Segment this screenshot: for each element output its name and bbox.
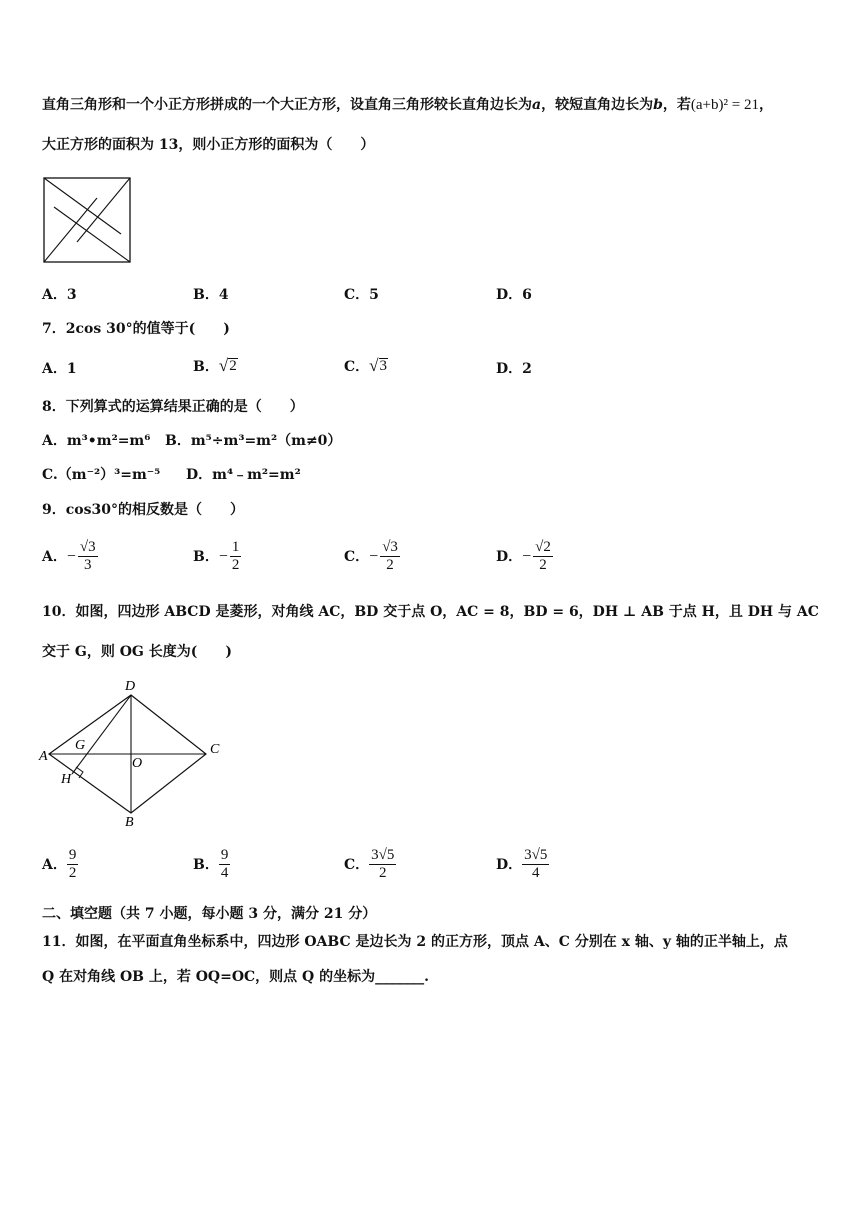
q9-option-a-label: A． (42, 548, 67, 565)
q10-option-c-den: 2 (379, 865, 387, 881)
q7-option-d (496, 360, 532, 378)
q6-line1-a: 直角三角形和一个小正方形拼成的一个大正方形，设直角三角形较长直角边长为 (42, 97, 532, 113)
q9-option-b-label: B． (193, 548, 219, 565)
q6-var-a: a (532, 97, 542, 113)
q10-option-a-fraction (67, 847, 79, 882)
q9-option-d-fraction (533, 539, 553, 574)
q10-option-d-num: 3√5 (524, 847, 548, 863)
q9-option-a-num: √3 (79, 539, 96, 555)
q7-option-d-label: D． (496, 361, 523, 377)
q11-stem-line2: Q 在对角线 OB 上，若 OQ=OC，则点 Q 的坐标为_______. (42, 969, 429, 985)
q10-option-b-label: B． (193, 856, 219, 873)
q9-option-d-den: 2 (539, 557, 547, 573)
q6-stem-line2: 大正方形的面积为 13，则小正方形的面积为（ ） (42, 137, 375, 153)
q9-option-c-num: √3 (382, 539, 398, 555)
q7-option-c-label: C． (344, 359, 370, 375)
q8-option-a: A．m³•m²=m⁶ (42, 433, 151, 449)
q6-line1-b: ，较短直角边长为 (541, 97, 654, 113)
q6-line-4 (44, 198, 97, 262)
q10-stem-line1: 10．如图，四边形 ABCD 是菱形，对角线 AC，BD 交于点 O，AC = 8，BD = 6，DH ⊥ AB 于点 H，且 DH 与 AC (42, 604, 819, 620)
q9-option-c-den: 2 (386, 557, 394, 573)
q9-option-d: D． − $\frac{√2}{2}$ (496, 539, 551, 573)
q7-option-b-sqrt: √ 2 (218, 356, 237, 375)
q7-option-c (344, 357, 388, 376)
q11-stem-line1: 11．如图，在平面直角坐标系中，四边形 OABC 是边长为 2 的正方形，顶点 A、C 分别在 x 轴、y 轴的正半轴上，点 (42, 934, 788, 950)
q6-line-3 (54, 207, 130, 262)
q9-option-b-fraction (230, 539, 242, 574)
q6-line1-c: ，若 (662, 97, 691, 113)
q6-square-figure (42, 176, 132, 264)
q9-option-b-num: 1 (231, 539, 240, 555)
q6-option-d: D．6 (496, 287, 532, 303)
q10-label-a: A (39, 749, 48, 764)
q10-label-o: O (132, 756, 143, 771)
q10-rhombus-figure (36, 675, 231, 830)
q10-option-b-den: 4 (220, 865, 229, 881)
q9-option-a: A． − $\frac{√3}{3}$ (42, 539, 96, 573)
q7-option-a-label: A． (42, 361, 67, 377)
q10-option-c-fraction (369, 847, 396, 882)
q10-option-b-num: 9 (220, 847, 229, 863)
q7-stem: 7．2cos 30°的值等于( ) (42, 321, 230, 337)
q6-stem-line1 (42, 96, 773, 114)
q7-option-d-value: 2 (522, 361, 532, 377)
q9-option-d-label: D． (496, 548, 523, 565)
q6-outer-square (44, 178, 130, 262)
q9-option-c-fraction (380, 539, 400, 574)
q10-label-b: B (125, 815, 134, 830)
q6-line-2 (77, 178, 130, 242)
q10-option-c-num: 3√5 (371, 847, 395, 863)
q9-stem: 9．cos30°的相反数是（ ） (42, 502, 244, 518)
q7-option-c-radicand: 3 (379, 358, 387, 374)
q10-label-d: D (125, 679, 136, 694)
q6-formula: (a+b)² = 21 (690, 97, 759, 113)
q8-option-c: C.（m⁻²）³=m⁻⁵ (42, 467, 161, 483)
q9-option-b-den: 2 (231, 557, 240, 573)
q6-line1-end: ， (758, 97, 773, 113)
q10-stem-line2: 交于 G，则 OG 长度为( ) (42, 644, 232, 660)
q9-option-a-den: 3 (84, 557, 92, 573)
q7-option-b-radicand: 2 (229, 358, 237, 374)
q6-option-c: C．5 (344, 287, 379, 303)
q10-option-d-den: 4 (532, 865, 540, 881)
q9-option-b: B． − $\frac{1}{2}$ (193, 539, 240, 573)
q10-option-a-den: 2 (68, 865, 77, 881)
q9-option-d-num: √2 (535, 539, 551, 555)
q10-right-angle-mark (76, 767, 83, 778)
q8-option-b: B．m⁵÷m³=m²（m≠0） (165, 433, 342, 449)
q10-option-a-num: 9 (68, 847, 77, 863)
q10-option-d (496, 847, 549, 882)
q10-label-g: G (75, 738, 86, 753)
q8-option-d: D．m⁴﹣m²=m² (186, 467, 301, 483)
q6-line-1 (44, 178, 121, 234)
q6-var-b: b (653, 97, 663, 113)
q7-option-c-sqrt: √ 3 (369, 356, 387, 375)
q7-option-a (42, 360, 77, 378)
q10-option-b (193, 847, 230, 882)
section-2-heading: 二、填空题（共 7 小题，每小题 3 分，满分 21 分） (42, 906, 377, 922)
q10-option-a (42, 847, 78, 882)
q10-option-c (344, 847, 396, 882)
q6-option-a: A．3 (42, 287, 77, 303)
q10-label-c: C (210, 742, 220, 757)
q10-option-c-label: C． (344, 856, 370, 873)
q10-line-dh (72, 695, 131, 774)
q7-option-b-label: B． (193, 359, 219, 375)
q10-option-d-label: D． (496, 856, 523, 873)
q8-stem: 8．下列算式的运算结果正确的是（ ） (42, 399, 304, 415)
q10-label-h: H (61, 772, 72, 787)
q9-option-c-label: C． (344, 548, 370, 565)
q9-option-a-fraction (78, 539, 98, 574)
q6-option-b: B．4 (193, 287, 229, 303)
q10-option-a-label: A． (42, 856, 67, 873)
q10-option-d-fraction (522, 847, 549, 882)
q9-option-c: C． − $\frac{√3}{2}$ (344, 539, 398, 573)
q10-option-b-fraction (219, 847, 231, 882)
q7-option-b (193, 357, 238, 376)
q7-option-a-value: 1 (66, 361, 77, 377)
